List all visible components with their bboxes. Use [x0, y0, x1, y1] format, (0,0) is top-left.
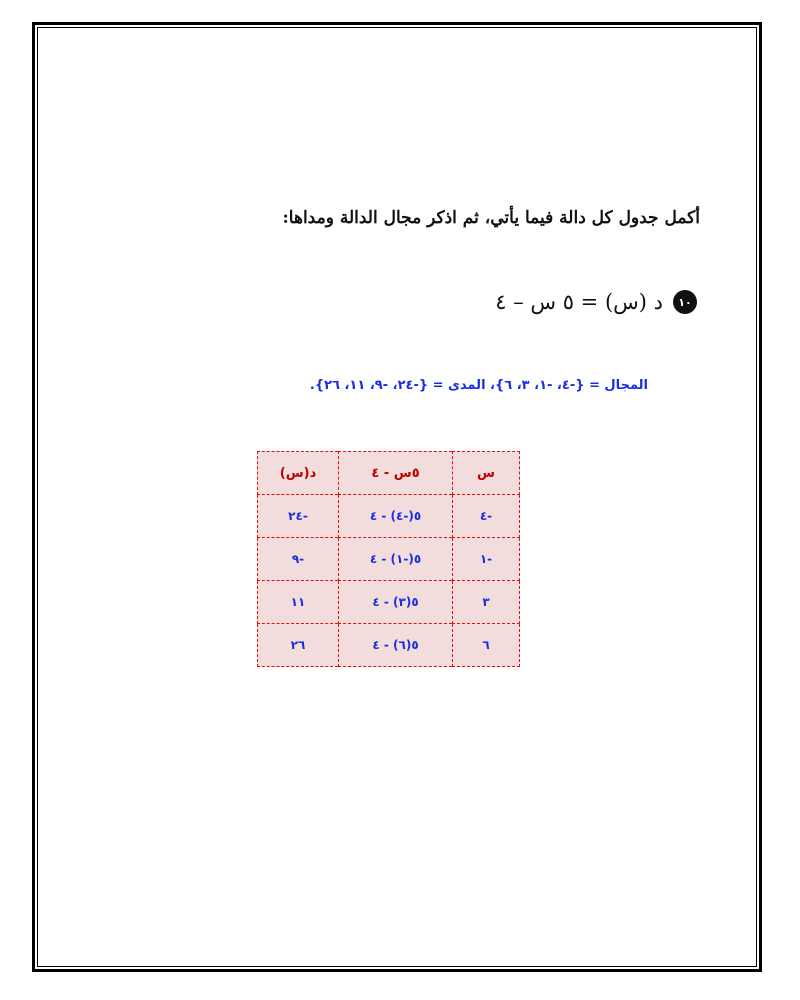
function-equation: د (س) = ٥ س – ٤ — [495, 290, 663, 314]
cell-x: ٦ — [453, 624, 520, 667]
domain-range-answer: المجال = {-٤، -١، ٣، ٦}، المدى = {-٢٤، -٩، ١١، ٢٦}. — [309, 378, 648, 393]
cell-fx: -٩ — [258, 538, 339, 581]
cell-x: -١ — [453, 538, 520, 581]
header-fx: د(س) — [258, 452, 339, 495]
cell-fx: -٢٤ — [258, 495, 339, 538]
table-row — [258, 624, 520, 667]
problem-number-badge: ١٠ — [673, 290, 697, 314]
cell-expression: ٥(-٤) - ٤ — [339, 495, 453, 538]
cell-x: ٣ — [453, 581, 520, 624]
cell-fx: ٢٦ — [258, 624, 339, 667]
problem-statement — [495, 290, 697, 314]
cell-expression: ٥(-١) - ٤ — [339, 538, 453, 581]
cell-expression: ٥(٣) - ٤ — [339, 581, 453, 624]
exercise-instruction: أكمل جدول كل دالة فيما يأتي، ثم اذكر مجال الدالة ومداها: — [282, 208, 700, 228]
cell-expression: ٥(٦) - ٤ — [339, 624, 453, 667]
header-expression: ٥س - ٤ — [339, 452, 453, 495]
function-table — [257, 451, 520, 667]
table-row — [258, 581, 520, 624]
cell-fx: ١١ — [258, 581, 339, 624]
table-row — [258, 495, 520, 538]
header-x: س — [453, 452, 520, 495]
table-header-row — [258, 452, 520, 495]
cell-x: -٤ — [453, 495, 520, 538]
table-row — [258, 538, 520, 581]
